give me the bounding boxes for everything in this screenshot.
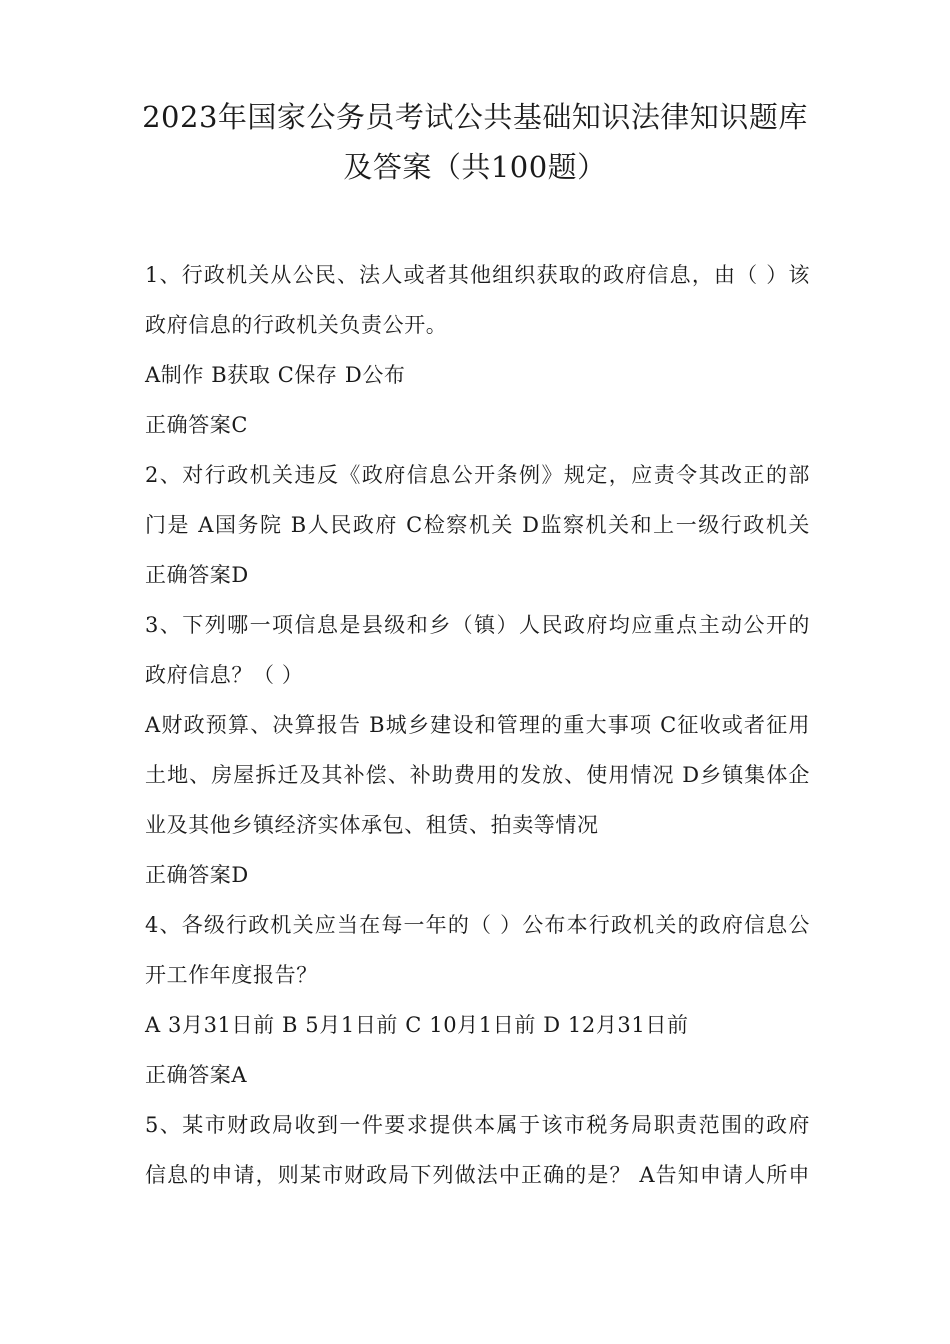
question-1-options: A制作 B获取 C保存 D公布 [145, 363, 406, 387]
document-body [145, 250, 810, 1200]
question-3-answer: 正确答案D [145, 863, 249, 887]
question-4-line-1: 4、各级行政机关应当在每一年的（ ）公布本行政机关的政府信息公 [145, 913, 810, 937]
question-5-line-2: 信息的申请，则某市财政局下列做法中正确的是？ A告知申请人所申 [145, 1163, 810, 1187]
title-line-2: 及答案（共100题） [343, 150, 607, 184]
question-2-line-2: 门是 A国务院 B人民政府 C检察机关 D监察机关和上一级行政机关 [145, 513, 810, 537]
question-1-line-2: 政府信息的行政机关负责公开。 [145, 313, 448, 337]
question-2-line-1: 2、对行政机关违反《政府信息公开条例》规定，应责令其改正的部 [145, 463, 810, 487]
question-3-line-2: 政府信息？（ ） [145, 663, 304, 687]
question-4-answer: 正确答案A [145, 1063, 248, 1087]
question-2-answer: 正确答案D [145, 563, 249, 587]
question-3-line-1: 3、下列哪一项信息是县级和乡（镇）人民政府均应重点主动公开的 [145, 613, 810, 637]
question-3-options-line-2: 土地、房屋拆迁及其补偿、补助费用的发放、使用情况 D乡镇集体企 [145, 763, 810, 787]
question-4-options: A 3月31日前 B 5月1日前 C 10月1日前 D 12月31日前 [145, 1013, 689, 1037]
question-1-line-1: 1、行政机关从公民、法人或者其他组织获取的政府信息，由（ ）该 [145, 263, 810, 287]
title-line-1: 2023年国家公务员考试公共基础知识法律知识题库 [142, 100, 808, 134]
document-title [120, 92, 830, 192]
question-5-line-1: 5、某市财政局收到一件要求提供本属于该市税务局职责范围的政府 [145, 1113, 810, 1137]
question-4-line-2: 开工作年度报告？ [145, 963, 318, 987]
question-1-answer: 正确答案C [145, 413, 249, 437]
question-3-options-line-3: 业及其他乡镇经济实体承包、租赁、拍卖等情况 [145, 813, 599, 837]
question-3-options-line-1: A财政预算、决算报告 B城乡建设和管理的重大事项 C征收或者征用 [145, 713, 810, 737]
